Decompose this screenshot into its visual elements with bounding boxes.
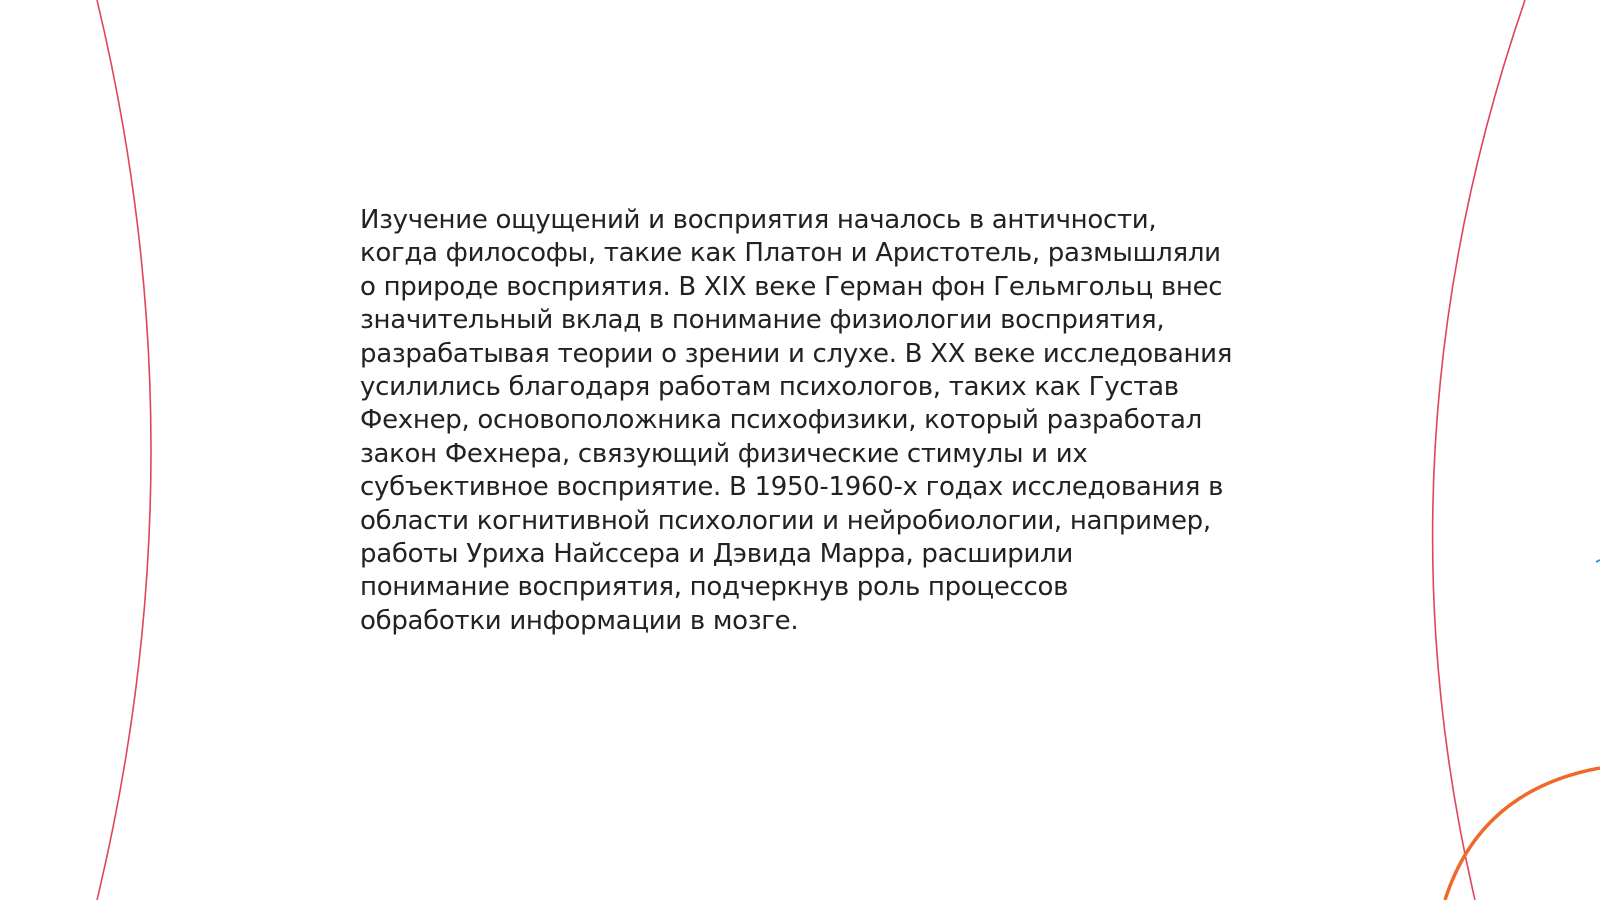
bottom-right-arc — [1445, 768, 1600, 900]
slide-body-text: Изучение ощущений и восприятия началось в античности, когда философы, такие как Платон и Аристотель, размышляли о природе восприятия. В XIX веке Герман фон Гельмгольц внес значительный вклад в понимание физиологии восприятия, разрабатывая теории о зрении и слухе. В XX веке исследования усилились благодаря работам психологов, таких как Густав Фехнер, основоположника психофизики, который разработал закон Фехнера, связующий физические стимулы и их субъективное восприятие. В 1950-1960-х годах исследования в области когнитивной психологии и нейробиологии, например, работы Уриха Найссера и Дэвида Марра, расширили понимание восприятия, подчеркнув роль процессов обработки информации в мозге. — [360, 205, 1233, 636]
left-curve — [97, 0, 151, 900]
right-edge-accent — [1596, 560, 1600, 562]
right-curve — [1433, 0, 1525, 900]
